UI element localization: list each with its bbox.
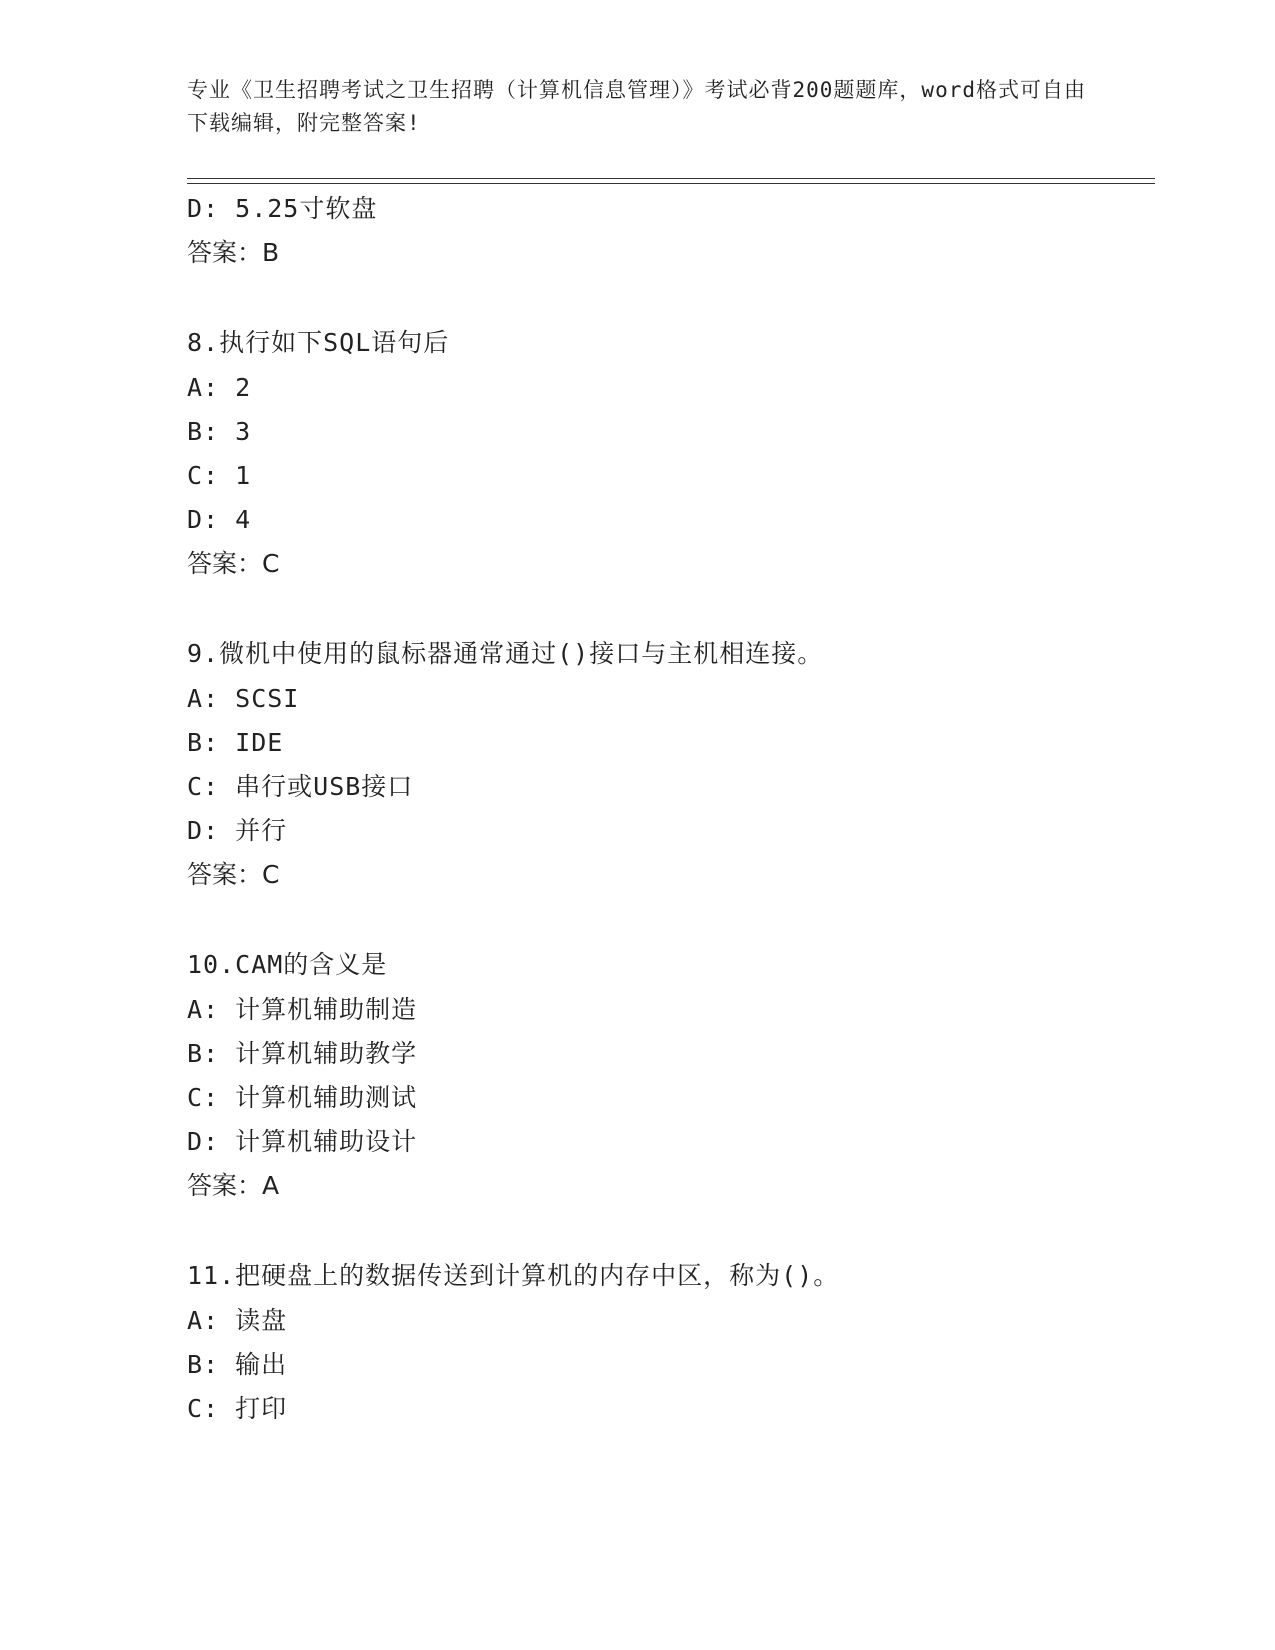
- option-d: D: 并行: [187, 816, 288, 845]
- answer-label: 答案：C: [187, 549, 280, 578]
- option-b: B: 输出: [187, 1350, 288, 1379]
- document-header: 专业《卫生招聘考试之卫生招聘（计算机信息管理）》考试必背200题题库，word格式可自由下载编辑，附完整答案!: [187, 78, 1086, 135]
- header-divider-top: [187, 178, 1155, 179]
- question-stem: 10.CAM的含义是: [187, 950, 388, 979]
- option-a: A: 读盘: [187, 1306, 288, 1335]
- option-b: B: 计算机辅助教学: [187, 1039, 418, 1068]
- option-d: D: 4: [187, 505, 252, 534]
- question-stem: 9.微机中使用的鼠标器通常通过()接口与主机相连接。: [187, 639, 824, 668]
- option-d: D: 5.25寸软盘: [187, 194, 378, 223]
- option-c: C: 计算机辅助测试: [187, 1083, 418, 1112]
- option-b: B: 3: [187, 417, 252, 446]
- option-c: C: 串行或USB接口: [187, 772, 414, 801]
- option-a: A: SCSI: [187, 684, 300, 713]
- option-c: C: 1: [187, 461, 252, 490]
- option-d: D: 计算机辅助设计: [187, 1127, 418, 1156]
- option-b: B: IDE: [187, 728, 284, 757]
- answer-label: 答案：C: [187, 860, 280, 889]
- question-stem: 8.执行如下SQL语句后: [187, 328, 450, 357]
- option-a: A: 2: [187, 373, 252, 402]
- answer-label: 答案：A: [187, 1171, 280, 1200]
- header-divider-bottom: [187, 183, 1155, 184]
- option-c: C: 打印: [187, 1394, 288, 1423]
- question-stem: 11.把硬盘上的数据传送到计算机的内存中区，称为()。: [187, 1261, 840, 1290]
- option-a: A: 计算机辅助制造: [187, 995, 418, 1024]
- answer-label: 答案：B: [187, 238, 280, 267]
